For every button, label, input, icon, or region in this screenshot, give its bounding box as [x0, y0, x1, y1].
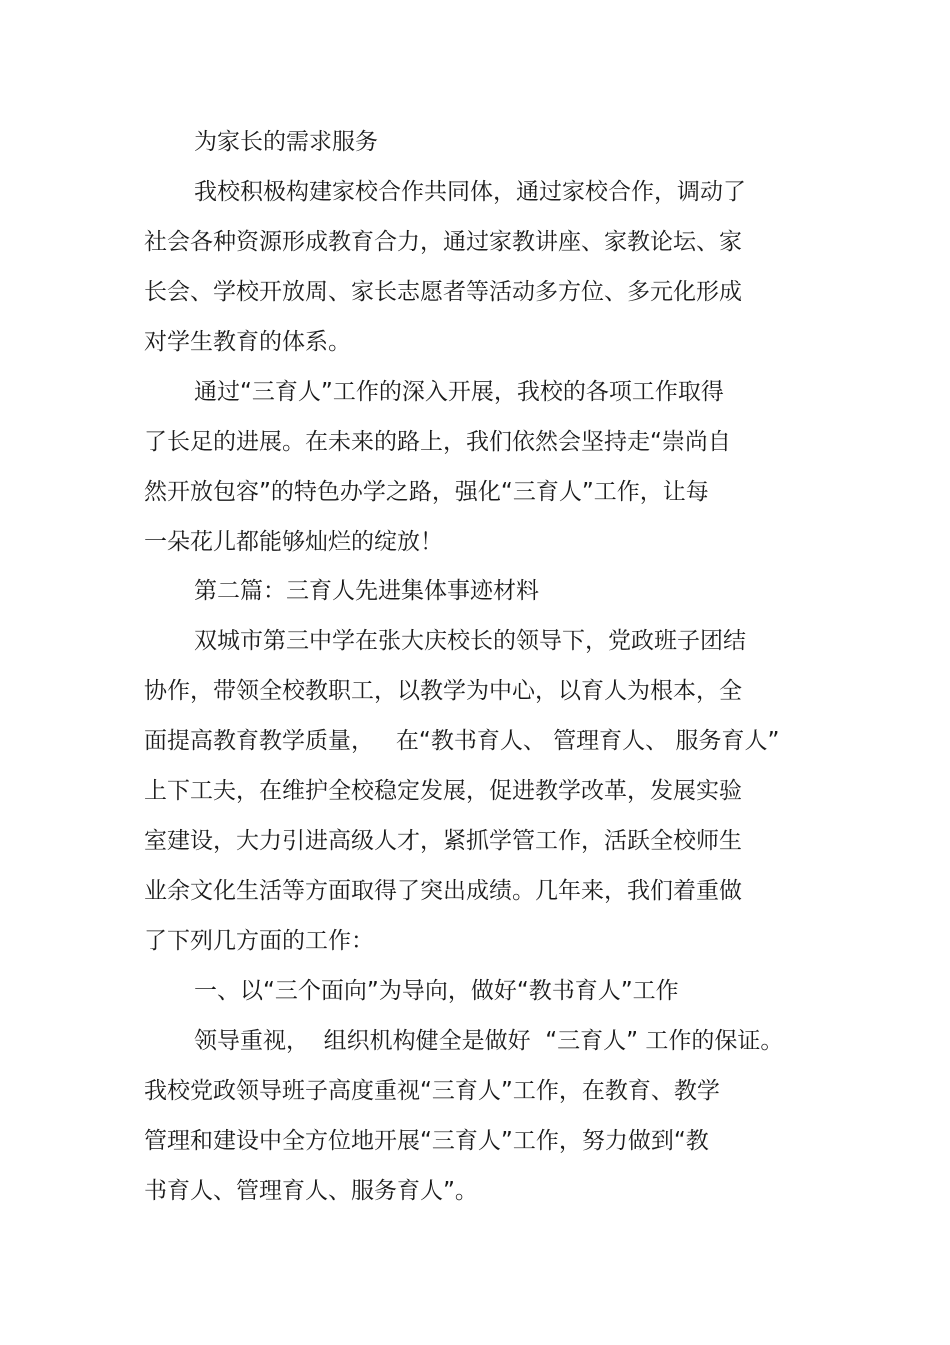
text-line: 室建设，大力引进高级人才，紧抓学管工作，活跃全校师生 — [144, 828, 742, 854]
text-line: 面提高教育教学质量， 在“教书育人、 管理育人、 服务育人” — [144, 728, 780, 754]
text-line: 上下工夫，在维护全校稳定发展，促进教学改革，发展实验 — [144, 778, 742, 804]
text-line: 对学生教育的体系。 — [144, 329, 351, 355]
text-line: 一朵花儿都能够灿烂的绽放！ — [144, 529, 443, 555]
text-line: 长会、学校开放周、家长志愿者等活动多方位、多元化形成 — [144, 279, 742, 305]
text-line: 管理和建设中全方位地开展“三育人”工作，努力做到“教 — [144, 1128, 709, 1154]
text-line: 业余文化生活等方面取得了突出成绩。几年来，我们着重做 — [144, 878, 742, 904]
text-line: 然开放包容”的特色办学之路，强化“三育人”工作，让每 — [144, 479, 709, 505]
text-line: 社会各种资源形成教育合力，通过家教讲座、家教论坛、家 — [144, 229, 742, 255]
text-line: 书育人、管理育人、服务育人”。 — [144, 1178, 478, 1204]
text-line: 领导重视， 组织机构健全是做好 “三育人” 工作的保证。 — [194, 1028, 784, 1054]
text-line: 了长足的进展。在未来的路上，我们依然会坚持走“崇尚自 — [144, 429, 731, 455]
text-line: 我校党政领导班子高度重视“三育人”工作，在教育、教学 — [144, 1078, 720, 1104]
text-line: 我校积极构建家校合作共同体，通过家校合作，调动了 — [194, 179, 746, 205]
text-line: 协作，带领全校教职工，以教学为中心，以育人为根本，全 — [144, 678, 742, 704]
section-heading: 第二篇：三育人先进集体事迹材料 — [194, 578, 539, 604]
text-line: 通过“三育人”工作的深入开展，我校的各项工作取得 — [194, 379, 724, 405]
text-line: 双城市第三中学在张大庆校长的领导下，党政班子团结 — [194, 628, 746, 654]
text-line: 为家长的需求服务 — [194, 129, 378, 155]
text-line: 了下列几方面的工作： — [144, 928, 374, 954]
subsection-heading: 一、以“三个面向”为导向，做好“教书育人”工作 — [194, 978, 679, 1004]
